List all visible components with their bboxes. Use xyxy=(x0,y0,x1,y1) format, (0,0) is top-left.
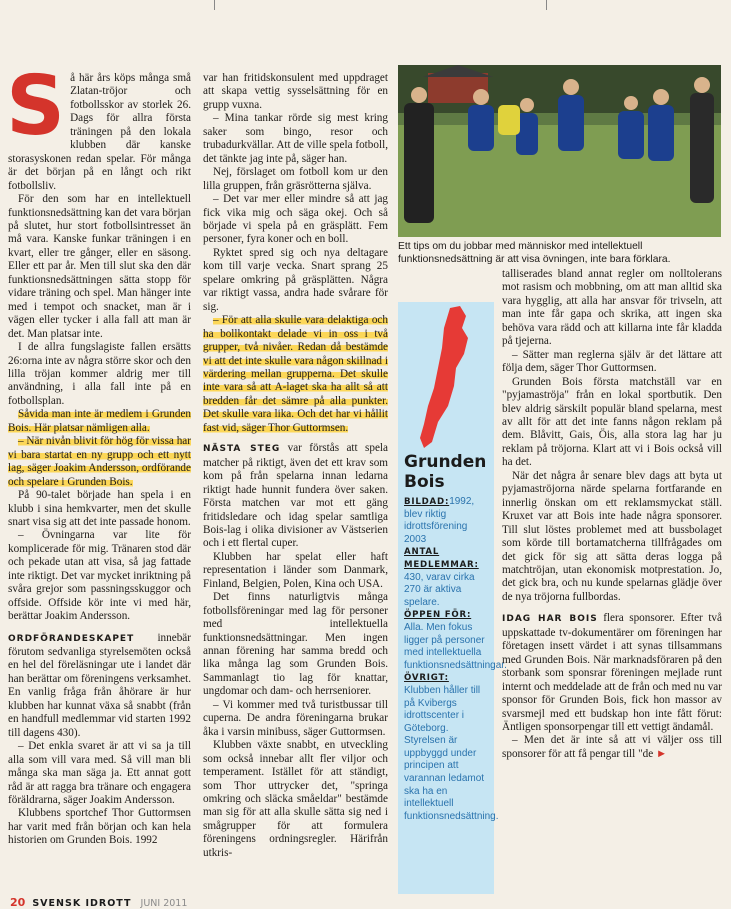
team-photo xyxy=(398,65,721,237)
fact-label: ÖVRIGT: xyxy=(404,673,449,684)
fact-label: ANTAL MEDLEMMAR: xyxy=(404,547,479,570)
fact-item xyxy=(404,546,488,609)
paragraph: Klubben har spelat eller haft representation i länder som Danmark, Finland, Belgien, Polen, Kina och USA. xyxy=(203,550,388,590)
paragraph: Grunden Bois första matchställ var en "pyjamaströja" från en lokal sportbutik. Den blev aldrig särskilt populär bland spelarna, mest av allt för att det inte fanns någon reklam på dem. Blåvitt, Gais, Öis, alla stora lag har ju reklam på tröjorna. Klart att vi i Bois också vill ha det. xyxy=(502,375,722,469)
column-1 xyxy=(6,59,191,848)
paragraph: För den som har en intellektuell funktionsnedsättning kan det vara början på slutet, hur stort fotbollsintresset än må vara. Kanske funkar träningen i en kvart, eller tre gånger, eller en säsong. Eller ett par år. Men till slut ska den där funktionsnedsättningen sätta stopp för vidare träning och spel. Man hänger inte med i tempot och snacket, man är i vägen eller tycker i alla fall att man är det. Man platsar inte. xyxy=(8,193,191,340)
paragraph: – Vi kommer med två turistbussar till cuperna. De andra föreningarna brukar åka i varsin minibuss, säger Guttormsen. xyxy=(203,698,388,738)
fact-label: ÖPPEN FÖR: xyxy=(404,610,472,621)
paragraph-highlighted xyxy=(8,408,191,435)
fact-text: Klubben håller till på Kvibergs idrottscenter i Göteborg. Styrelsen är uppbyggd under principen att varannan ledamot ska ha en intellektuell funktionsnedsättning. xyxy=(404,684,499,822)
photo-caption: Ett tips om du jobbar med människor med intellektuell funktionsnedsättning är att visa övningen, inte bara förklara. xyxy=(398,241,671,265)
highlighted-text: Såvida man inte är medlem i Grunden Bois. Här platsar nämligen alla. xyxy=(8,408,191,434)
section-lead: IDAG HAR BOIS xyxy=(502,614,598,625)
sweden-map-icon xyxy=(398,302,494,452)
section-paragraph xyxy=(8,632,191,741)
paragraph: På 90-talet började han spela i en klubb i sina hemkvarter, men det skulle snart visa sig att det inte passade honom. xyxy=(8,489,191,528)
column-2 xyxy=(203,72,388,860)
paragraph: Klubben växte snabbt, en utveckling som också innebar allt fler viljor och temperament. Istället för att ständigt, som Thor uttrycker det, "springa omkring och släcka småeldar" bestämde man sig för att alla skulle sätta sig ned i smågrupper för att formulera föreningens ordningsregler. Härifrån utkris- xyxy=(203,739,388,859)
paragraph: Det finns naturligtvis många fotbollsföreningar med lag för personer med intellektuella funktionsnedsättningar. Men ingen annan förening har samma bredd och lika många lag som Grunden Bois. Sammanlagt tio lag för knattar, ungdomar och dam- och herrseniorer. xyxy=(203,591,388,698)
fact-item xyxy=(404,496,488,546)
fact-box xyxy=(398,302,507,894)
section-paragraph xyxy=(502,612,722,734)
paragraph-highlighted xyxy=(203,314,388,435)
paragraph: – Övningarna var lite för komplicerade för mig. Tränaren stod där och pekade utan att visa, så jag fattade inte riktigt. Det var mycket inriktning på svåra grejor som passningsskuggor och offside. Offside kör inte vi med här, berättar Joakim Andersson. xyxy=(8,529,191,623)
page-footer xyxy=(10,896,187,909)
section-lead: ORDFÖRANDESKAPET xyxy=(8,633,135,644)
last-paragraph-text: – Men det är inte så att vi väljer oss till sponsorer för att få pengar till "de xyxy=(502,734,722,760)
section-text: innebär förutom sedvanliga styrelsemöten också en hel del föreläsningar ute i landet där han berättar om föreningens verksamhet. En vanlig fråga från åhörare är hur klubben har kunnat växa så snabbt (från en handfull medlemmar vid starten 1992 till dagens 430). xyxy=(8,631,191,739)
fact-box-title: Grunden Bois xyxy=(404,452,487,492)
magazine-name: SVENSK IDROTT xyxy=(32,898,132,909)
crop-mark xyxy=(546,0,547,10)
fact-label: BILDAD: xyxy=(404,497,450,507)
paragraph: Ryktet spred sig och nya deltagare kom till varje vecka. Snart sprang 25 spelare omkring på gräsplätten. Några var riktigt vassa, andra hade svårare för sig. xyxy=(203,246,388,313)
highlighted-text: – När nivån blivit för hög för vissa har vi bara startat en ny grupp och ett nytt lag, säger Joakim Andersson, ordförande och spelare i Grunden Bois. xyxy=(8,435,191,488)
fact-item xyxy=(404,609,507,672)
crop-mark xyxy=(214,0,215,10)
paragraph: – Sätter man reglerna själv är det lättare att följa dem, säger Thor Guttormsen. xyxy=(502,348,722,375)
continue-arrow-icon: ► xyxy=(656,747,668,760)
paragraph: Klubbens sportchef Thor Guttormsen har varit med från början och kan hela historien om Grunden Bois. 1992 xyxy=(8,807,191,847)
paragraph: När det några år senare blev dags att byta ut pyjamaströjorna närde spelarna fortfarande en innerlig önskan om ett reklamsmyckat ställ. Kruxet var att Bois inte hade några sponsorer. Till slut löstes problemet med att bussbolaget som körde till bortamatcherna tillfrågades om det gick för sig att sätta deras logga på matchtröjan, utan ekonomisk motprestation. Jo, det gick bra, och nu kunde spelarnas glädje över de nya tröjorna fullbordas. xyxy=(502,469,722,603)
drop-cap: S xyxy=(6,59,66,154)
paragraph xyxy=(502,734,722,761)
paragraph: var han fritidskonsulent med uppdraget att skapa vettig sysselsättning för en grupp vuxna. xyxy=(203,72,388,111)
fact-box-content xyxy=(398,452,507,823)
paragraph: – Det var mer eller mindre så att jag fick vika mig och säga okej. Och så började vi spela på en gräsplätt. Fem personer, fyra koner och en boll. xyxy=(203,193,388,246)
paragraph: talliserades bland annat regler om nolltolerans mot rasism och mobbning, om att man alltid ska vara hygglig, att alla har ansvar för trivseln, att man inte får gapa och skrika, att ingen ska behöva vara rädd och att killarna inte får kladda på tjejerna. xyxy=(502,268,722,348)
section-paragraph xyxy=(203,442,388,551)
fact-text: 430, varav cirka 270 är aktiva spelare. xyxy=(404,571,475,608)
fact-text: Alla. Men fokus ligger på personer med intellektuella funktionsnedsättningar. xyxy=(404,621,507,671)
fact-item xyxy=(404,672,499,823)
paragraph: I de allra fungslagiste fallen ersätts 26:orna inte av några större skor och den lilla tröjan kommer aldrig mer till användning, i alla fall inte på en fotbollsplan. xyxy=(8,341,191,407)
photo-illustration xyxy=(398,65,721,237)
issue-date: JUNI 2011 xyxy=(140,898,188,909)
fact-text: 1992, blev riktig idrottsförening 2003 xyxy=(404,496,475,545)
section-lead: NÄSTA STEG xyxy=(203,444,281,455)
column-4 xyxy=(502,268,722,761)
paragraph: å här års köps många små Zlatan-tröjor och fotbollsskor av storlek 26. Dags för allra första träningen på den lokala klubben där kanske storasyskonen redan spelar. För många är det början på en långt och rikt fotbollsliv. xyxy=(8,72,191,192)
highlighted-text: – För att alla skulle vara delaktiga och ha bollkontakt delade vi in oss i två grupper, två nivåer. Redan då bestämde vi att det inte skulle vara någon skillnad i värdering mellan grupperna. Det skulle inte vara så att A-laget ska ha allt så att bredden får det sämre på alla punkter. Det skulle vara lika. Och det har vi hållit fast vid, säger Thor Guttormsen. xyxy=(203,314,388,434)
section-text: var förstås att spela matcher på riktigt, även det ett krav som kom på från spelarna innan ledarna riktigt hade hunnit fundera över saken. Första matchen var mot ett gäng fritidsledare och idag spelar samtliga Bois-lag i olika divisioner av Västserien och i ett flertal cuper. xyxy=(203,442,388,550)
paragraph: – Mina tankar rörde sig mest kring saker som bingo, resor och trubadurkvällar. Att de ville spela fotboll, det tänkte jag inte på, säger han. xyxy=(203,112,388,165)
paragraph: – Det enkla svaret är att vi sa ja till alla som vill vara med. Så vill man bli många ska man säga ja. Ett annat gott råd är att ragga bra tränare och engagera föräldrarna, säger Joakim Andersson. xyxy=(8,740,191,807)
section-text: flera sponsorer. Efter två uppskattade tv-dokumentärer om föreningen har företagen insett värdet i att synas tillsammans med Grunden Bois. När marknadsföraren på den storbank som sponsrar föreningen mejlade runt internt och meddelade att de från och med nu var sponsor för Grunden Bois, fick hon massor av svarsmejl med ett budskap hon inte fått förut: Äntligen sponsorpengar till ett vettigt ändamål. xyxy=(502,612,722,733)
paragraph-highlighted xyxy=(8,435,191,489)
paragraph: Nej, förslaget om fotboll kom ur den lilla gruppen, från gräsrötterna själva. xyxy=(203,166,388,192)
page-number: 20 xyxy=(10,896,26,909)
